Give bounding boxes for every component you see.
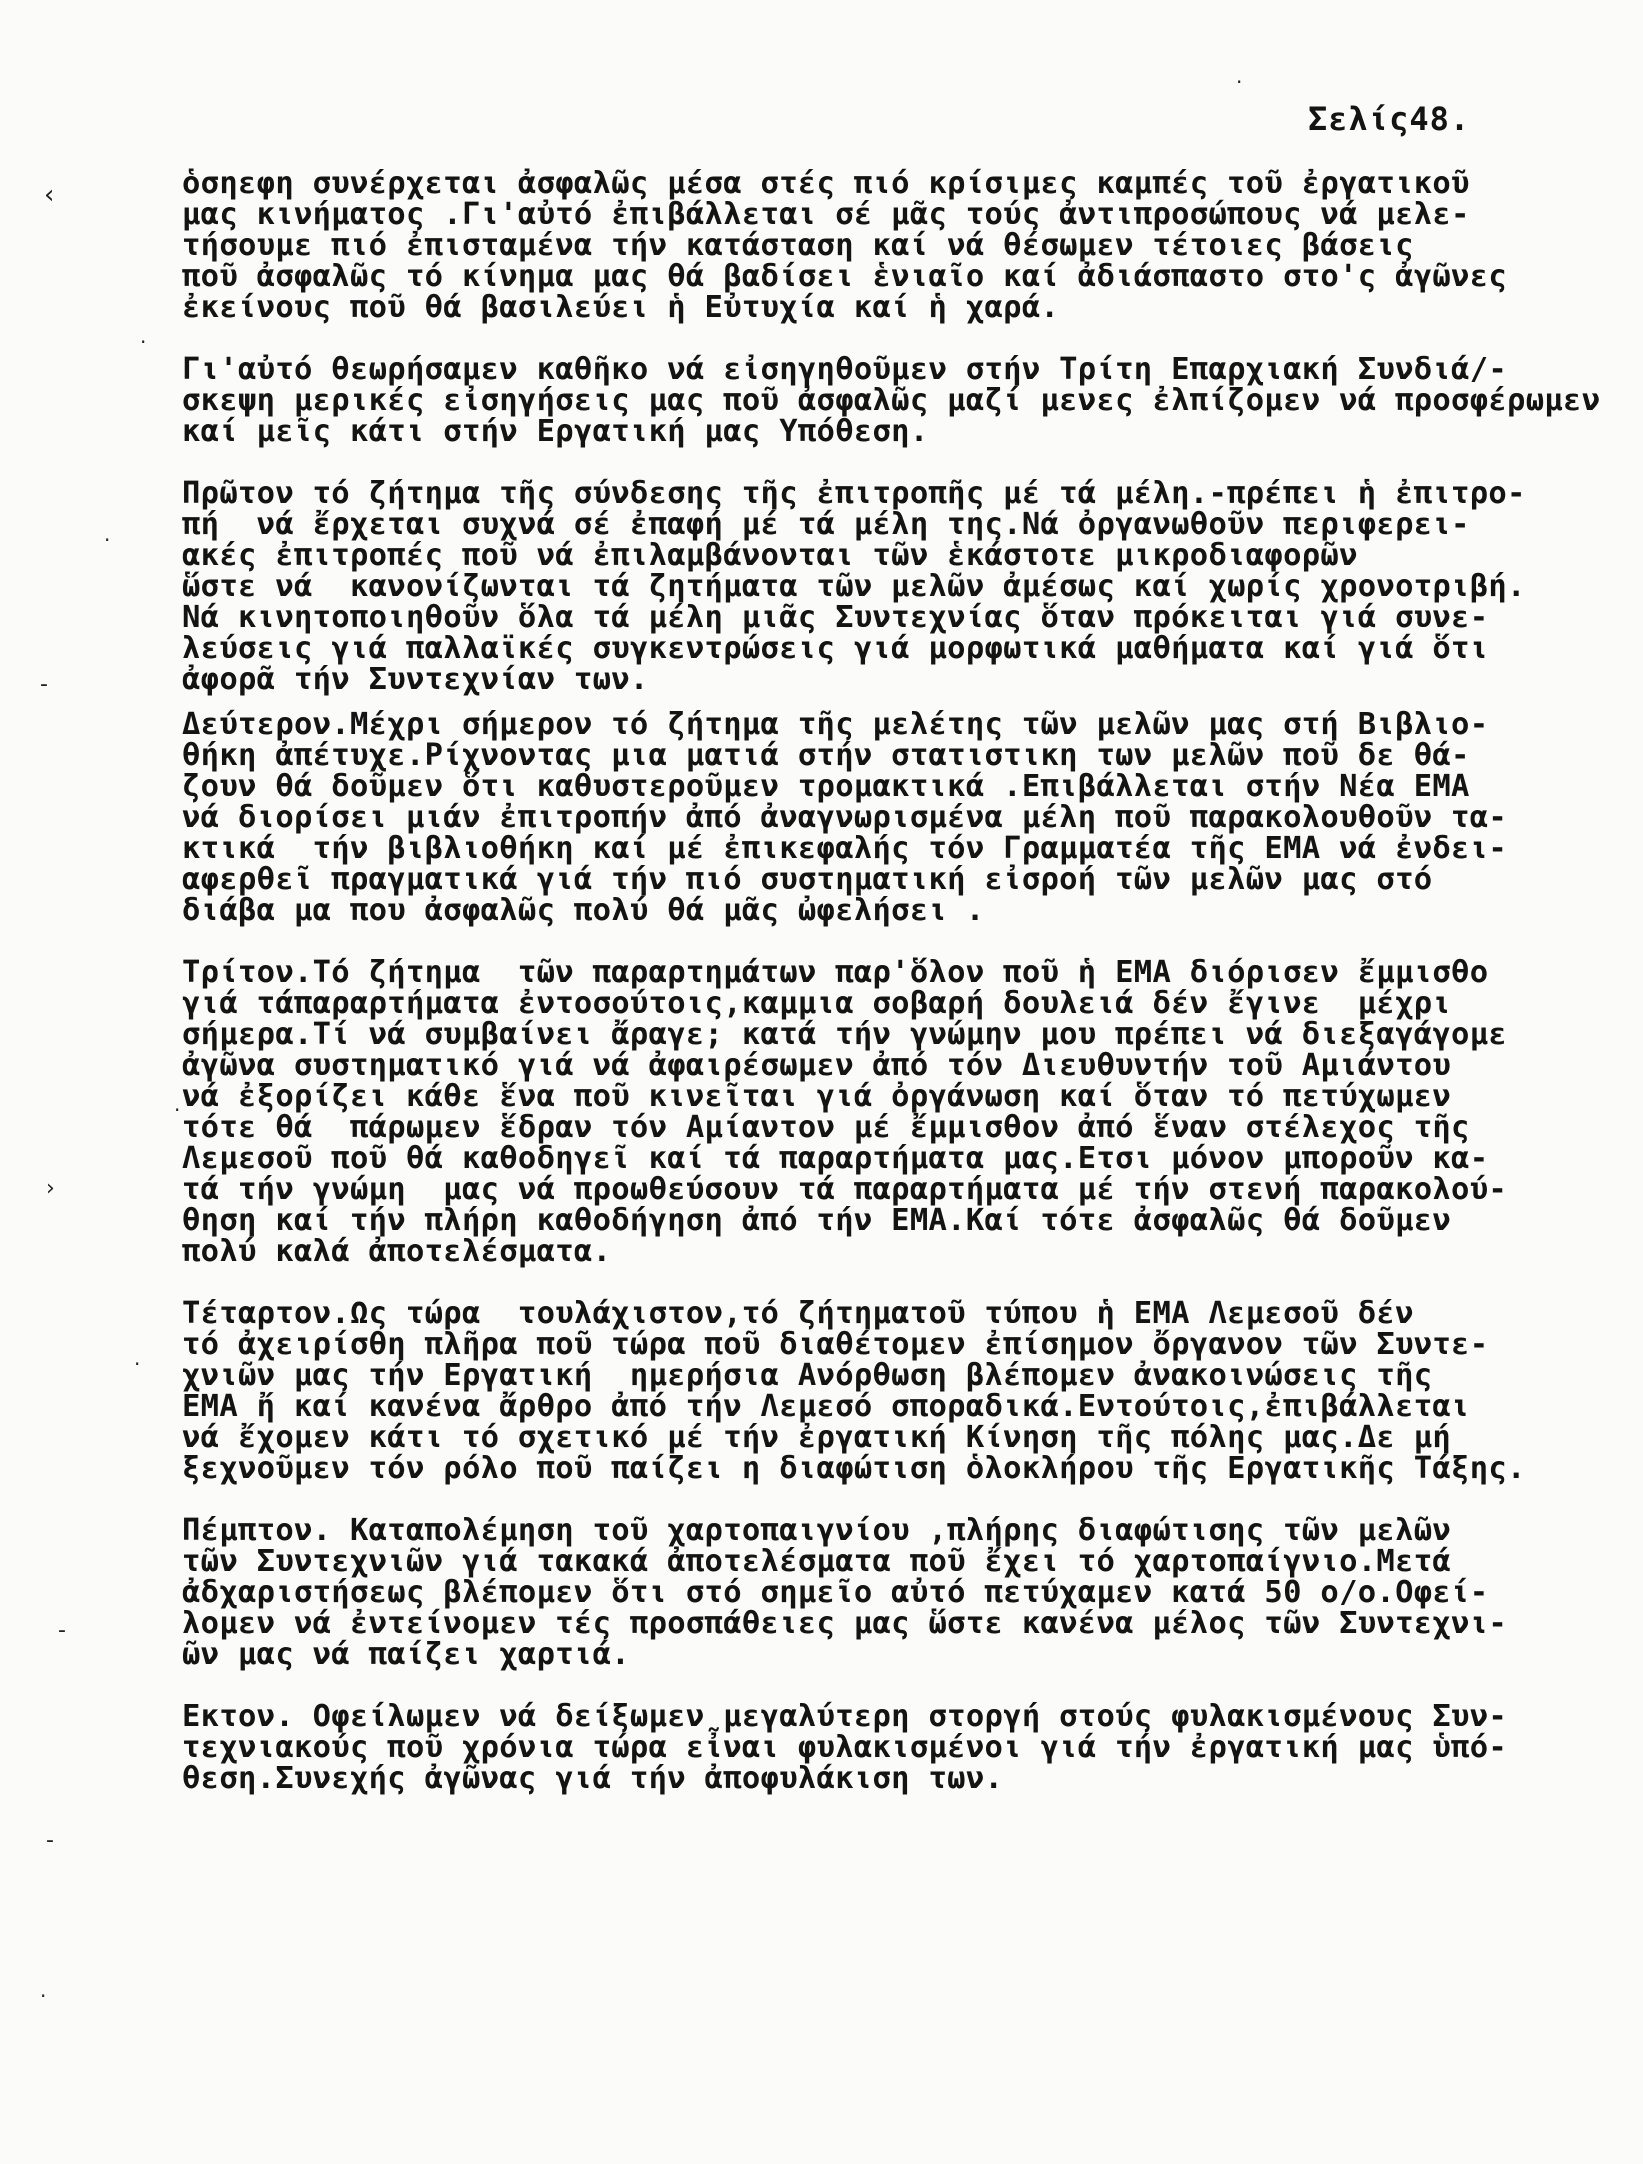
margin-mark: ‹ <box>44 180 55 210</box>
margin-dot: · <box>1236 70 1243 94</box>
paragraph-second: Δεύτερον.Μέχρι σήμερον τό ζήτημα τῆς μελέτης τῶν μελῶν μας στή Βιβλιο- θήκη ἀπέτυχε.Ρίχνοντας μια ματιά στήν στατιστικη των μελῶν ποῦ δε θά- ζουν θά δοῦμεν ὅτι καθυστεροῦμεν τρομακτικά .Επιβάλλεται στήν Νέα ΕΜΑ νά διορίσει μιάν ἐπιτροπήν ἀπό ἀναγνωρισμένα μέλη ποῦ παρακολουθοῦν τα- κτικά τήν βιβλιοθήκη καί μέ ἐπικεφαλής τόν Γραμματέα τῆς ΕΜΑ νά ἐνδει- αφερθεῖ πραγματικά γιά τήν πιό συστηματική εἰσροή τῶν μελῶν μας στό διάβα μα που ἀσφαλῶς πολύ θά μᾶς ὠφελήσει . <box>182 707 1508 928</box>
paragraph-third: Τρίτον.Τό ζήτημα τῶν παραρτημάτων παρ'ὅλον ποῦ ἡ ΕΜΑ διόρισεν ἔμμισθο γιά τάπαραρτήματα ἐντοσούτοις,καμμια σοβαρή δουλειά δέν ἔγινε μέχρι σήμερα.Τί νά συμβαίνει ἄραγε; κατά τήν γνώμην μου πρέπει νά διεξαγάγομε ἀγῶνα συστηματικό γιά νά ἀφαιρέσωμεν ἀπό τόν Διευθυντήν τοῦ Αμιάντου νά ἐξορίζει κάθε ἕνα ποῦ κινεῖται γιά ὀργάνωση καί ὅταν τό πετύχωμεν τότε θά πάρωμεν ἕδραν τόν Αμίαντον μέ ἔμμισθον ἀπό ἕναν στέλεχος τῆς Λεμεσοῦ ποῦ θά καθοδηγεῖ καί τά παραρτήματα μας.Ετσι μόνον μποροῦν κα- τά τήν γνώμη μας νά προωθεύσουν τά παραρτήματα μέ τήν στενή παρακολού- θηση καί τήν πλήρη καθοδήγηση ἀπό τήν ΕΜΑ.Καί τότε ἀσφαλῶς θά δοῦμεν πολύ καλά ἀποτελέσματα. <box>182 955 1508 1269</box>
margin-dot: · <box>104 528 111 552</box>
paragraph-intro: ὁσηεφη συνέρχεται ἀσφαλῶς μέσα στές πιό κρίσιμες καμπές τοῦ ἐργατικοῦ μας κινήματος .Γι'αὐτό ἐπιβάλλεται σέ μᾶς τούς ἀντιπροσώπους νά μελε- τήσουμε πιό ἐπισταμένα τήν κατάσταση καί νά θέσωμεν τέτοιες βάσεις ποῦ ἀσφαλῶς τό κίνημα μας θά βαδίσει ἑνιαῖο καί ἀδιάσπαστο στο'ς ἀγῶνες ἐκείνους ποῦ θά βασιλεύει ἡ Εὐτυχία καί ἡ χαρά. <box>182 166 1508 325</box>
margin-dot: · <box>134 1352 141 1376</box>
margin-dot: · <box>174 1098 181 1122</box>
margin-dot: · <box>40 1984 47 2008</box>
paragraph-fifth: Πέμπτον. Καταπολέμηση τοῦ χαρτοπαιγνίου ,πλήρης διαφώτισης τῶν μελῶν τῶν Συντεχνιῶν γιά τακακά ἀποτελέσματα ποῦ ἔχει τό χαρτοπαίγνιο.Μετά ἀδχαριστήσεως βλέπομεν ὅτι στό σημεῖο αὐτό πετύχαμεν κατά 50 ο/ο.Οφεί- λομεν νά ἐντείνομεν τές προσπάθειες μας ὥστε κανένα μέλος τῶν Συντεχνι- ῶν μας νά παίζει χαρτιά. <box>182 1513 1508 1672</box>
margin-dot: · <box>140 330 147 354</box>
paragraph-fourth: Τέταρτον.Ως τώρα τουλάχιστον,τό ζήτηματοῦ τύπου ἡ ΕΜΑ Λεμεσοῦ δέν τό ἀχειρίσθη πλῆρα ποῦ τώρα ποῦ διαθέτομεν ἐπίσημον ὄργανον τῶν Συντε- χνιῶν μας τήν Εργατική ημερήσια Ανόρθωση βλέπομεν ἀνακοινώσεις τῆς ΕΜΑ ἤ καί κανένα ἄρθρο ἀπό τήν Λεμεσό σποραδικά.Εντούτοις,ἐπιβάλλεται νά ἔχομεν κάτι τό σχετικό μέ τήν ἐργατική Κίνηση τῆς πόλης μας.Δε μή ξεχνοῦμεν τόν ρόλο ποῦ παίζει η διαφώτιση ὁλοκλήρου τῆς Εργατικῆς Τάξης. <box>182 1296 1526 1486</box>
body-text <box>182 168 1627 1794</box>
page-number: Σελίς48. <box>1308 100 1471 138</box>
margin-dash: ‐ <box>40 672 48 697</box>
paragraph-proposals: Γι'αὐτό θεωρήσαμεν καθῆκο νά εἰσηγηθοῦμεν στήν Τρίτη Επαρχιακή Συνδιά/- σκεψη μερικές εἰσηγήσεις μας ποῦ ἀσφαλῶς μαζί μενες ἐλπίζομεν νά προσφέρωμεν καί μεῖς κάτι στήν Εργατική μας Υπόθεση. <box>182 352 1601 449</box>
paragraph-first: Πρῶτον τό ζήτημα τῆς σύνδεσης τῆς ἐπιτροπῆς μέ τά μέλη.-πρέπει ἡ ἐπιτρο- πή νά ἔρχεται συχνά σέ ἐπαφή μέ τά μέλη της.Νά ὀργανωθοῦν περιφερει- ακές ἐπιτροπές ποῦ νά ἐπιλαμβάνονται τῶν ἑκάστοτε μικροδιαφορῶν ὥστε νά κανονίζωνται τά ζητήματα τῶν μελῶν ἀμέσως καί χωρίς χρονοτριβή. Νά κινητοποιηθοῦν ὅλα τά μέλη μιᾶς Συντεχνίας ὅταν πρόκειται γιά συνε- λεύσεις γιά παλλαϊκές συγκεντρώσεις γιά μορφωτικά μαθήματα καί γιά ὅτι ἀφορᾶ τήν Συντεχνίαν των. <box>182 476 1526 697</box>
paragraph-sixth: Εκτον. Οφείλωμεν νά δείξωμεν μεγαλύτερη στοργή στούς φυλακισμένους Συν- τεχνιακούς ποῦ χρόνια τώρα εἶναι φυλακισμένοι γιά τήν ἐργατική μας ὑπό- θεση.Συνεχής ἀγῶνας γιά τήν ἀποφυλάκιση των. <box>182 1699 1508 1796</box>
margin-mark: › <box>46 1176 55 1201</box>
margin-dash: ‐ <box>58 1618 66 1643</box>
margin-dash: ‐ <box>46 1828 54 1853</box>
